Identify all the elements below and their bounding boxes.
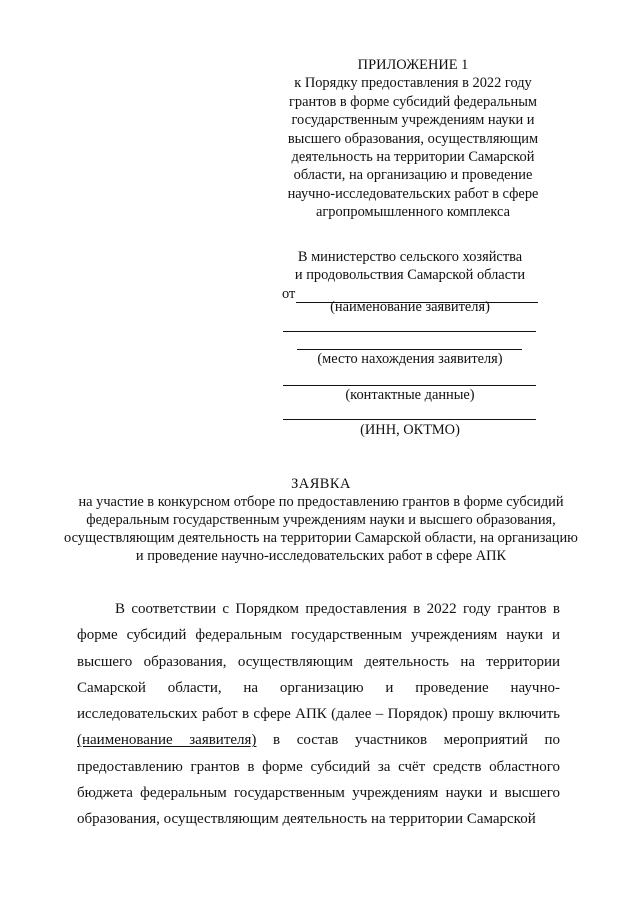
contacts-blank-line [283,385,536,386]
body-paragraph [77,596,560,833]
application-title: ЗАЯВКА [291,476,351,492]
application-subtitle: на участие в конкурсном отборе по предоставлению грантов в форме субсидий федеральным государственным учреждениям науки и высшего образования, осуществляющим деятельность на территории Самарской области, на организацию и проведение научно-исследовательских работ в сфере АПК [64,494,578,564]
applicant-location-blank-line-2 [297,349,522,350]
body-text-part-1: В соответствии с Порядком предоставления в 2022 году грантов в форме субсидий федеральным государственным учреждениям науки и высшего образования, осуществляющим деятельность на территории Самарской области, на организацию и проведение научно-исследовательских работ в сфере АПК (далее – Порядок) прошу включить [77,601,560,723]
applicant-location-blank-line-1 [283,331,536,332]
contacts-caption: (контактные данные) [345,387,475,403]
addressee-line-2: и продовольствия Самарской области [294,267,526,284]
appendix-text: к Порядку предоставления в 2022 году грантов в форме субсидий федеральным государственным учреждениям науки и высшего образования, осуществляющим деятельность на территории Самарской области, на организацию и проведение научно-исследовательских работ в сфере агропромышленного комплекса [287,75,539,221]
applicant-location-caption: (место нахождения заявителя) [317,351,503,367]
addressee-line-1: В министерство сельского хозяйства [297,249,523,265]
applicant-name-caption: (наименование заявителя) [330,299,490,315]
applicant-name-placeholder: (наименование заявителя) [77,732,257,749]
addressee-block [282,248,538,303]
inn-blank-line [283,419,536,420]
application-title-block [64,475,578,565]
inn-oktmo-caption: (ИНН, ОКТМО) [360,422,460,438]
from-prefix: от [282,285,296,302]
appendix-block [272,56,554,222]
appendix-heading: ПРИЛОЖЕНИЕ 1 [357,57,469,73]
body-text-part-2: в состав участников мероприятий по предоставлению грантов в форме субсидий за счёт средств областного бюджета федеральным государственным учреждениям науки и высшего образования, осуществляющим деятельность на территории Самарской [77,732,561,828]
